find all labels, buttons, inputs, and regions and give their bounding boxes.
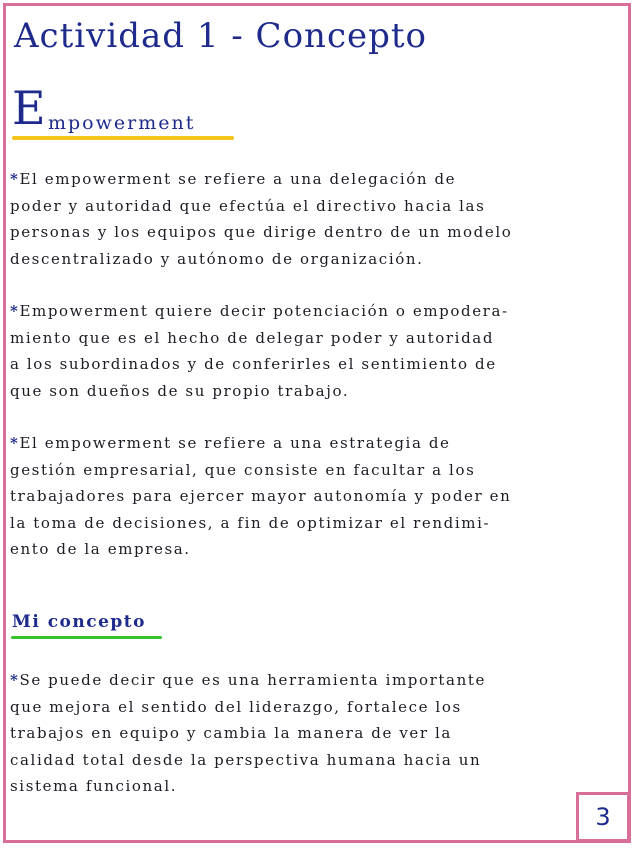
paragraph-concept — [10, 667, 608, 800]
paragraph-line — [10, 298, 608, 325]
paragraph-3 — [10, 430, 608, 563]
paragraph-line: trabajos en equipo y cambia la manera de ver la — [10, 724, 452, 742]
paragraph-2 — [10, 298, 608, 404]
paragraph-line: gestión empresarial, que consiste en facultar a los — [10, 460, 476, 479]
line-text: El empowerment se refiere a una delegación de — [19, 170, 457, 188]
paragraph-line: la toma de decisiones, a fin de optimizar el rendimi- — [10, 513, 491, 532]
paragraph-1 — [10, 166, 608, 272]
paragraph-line — [10, 166, 608, 193]
line-text: El empowerment se refiere a una estrategia de — [19, 434, 451, 452]
page-number: 3 — [576, 792, 630, 842]
heading-text: mpowerment — [48, 112, 196, 134]
heading-initial: E — [12, 81, 46, 135]
paragraph-line — [10, 667, 608, 694]
paragraph-line: personas y los equipos que dirige dentro de un modelo — [10, 223, 513, 241]
bullet-star: * — [10, 302, 20, 320]
section-title: Mi concepto — [12, 612, 146, 632]
paragraph-line — [10, 430, 608, 457]
section-highlight — [11, 636, 162, 639]
page-title: Actividad 1 - Concepto — [14, 16, 427, 56]
bullet-star: * — [10, 170, 20, 188]
paragraph-line: descentralizado y autónomo de organización. — [10, 249, 424, 268]
paragraph-line: que son dueños de su propio trabajo. — [10, 381, 350, 400]
bullet-star: * — [10, 671, 20, 689]
paragraph-line: que mejora el sentido del liderazgo, fortalece los — [10, 697, 462, 716]
line-text: Se puede decir que es una herramienta importante — [19, 671, 486, 689]
paragraph-line: poder y autoridad que efectúa el directivo hacia las — [10, 196, 486, 215]
heading-highlight — [12, 136, 234, 140]
line-text: Empowerment quiere decir potenciación o empodera- — [19, 302, 509, 320]
paragraph-line: ento de la empresa. — [10, 540, 191, 558]
paragraph-line: calidad total desde la perspectiva humana hacia un — [10, 750, 482, 769]
bullet-star: * — [10, 434, 20, 452]
paragraph-line: a los subordinados y de conferirles el sentimiento de — [10, 355, 497, 373]
paragraph-line: miento que es el hecho de delegar poder y autoridad — [10, 328, 495, 347]
paragraph-line: trabajadores para ejercer mayor autonomía y poder en — [10, 487, 512, 505]
paragraph-line: sistema funcional. — [10, 777, 178, 795]
